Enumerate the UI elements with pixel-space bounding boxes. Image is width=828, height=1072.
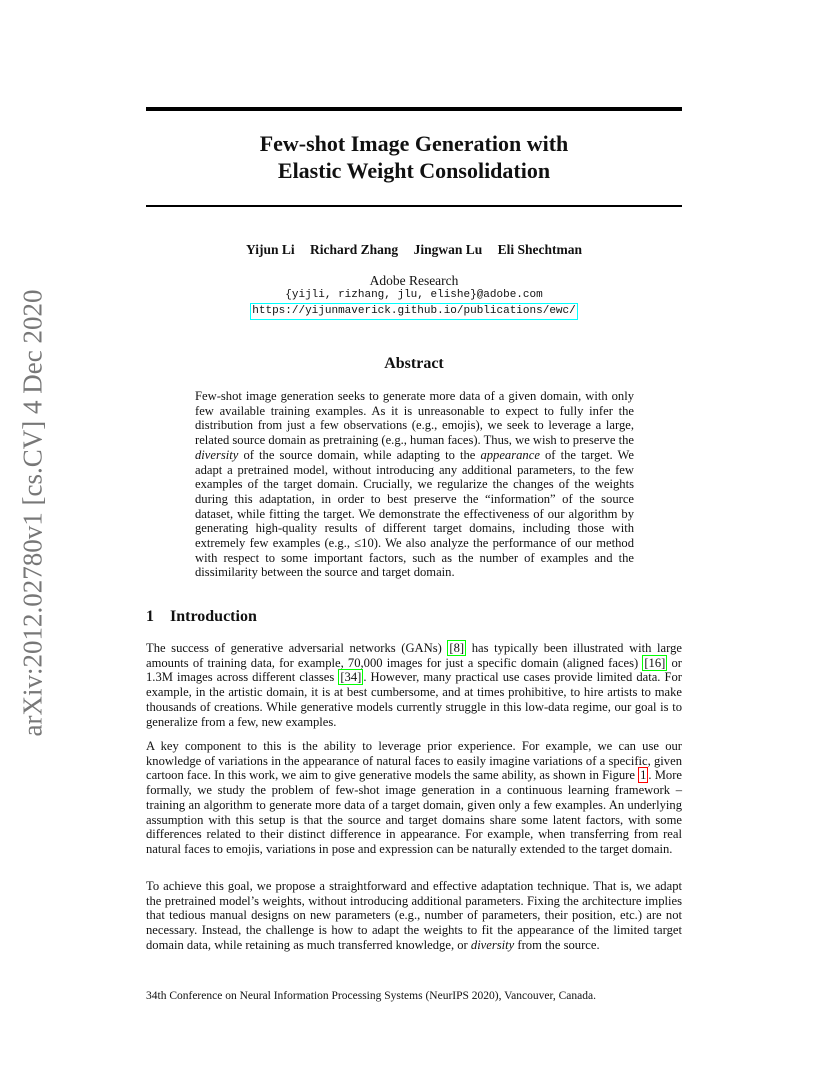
abstract-body: Few-shot image generation seeks to generate more data of a given domain, with only few available training examples. As it is unreasonable to expect to fully infer the distribution from just a few observations (e.g., emojis), we seek to leverage a large, related source domain as pretraining (e.g., human faces). Thus, we wish to preserve the diversity of the source domain, while adapting to the appearance of the target. We adapt a pretrained model, without introducing any additional parameters, to the few examples of the target domain. Crucially, we regularize the changes of the weights during this adaptation, in order to best preserve the “information” of the source dataset, while fitting the target. We demonstrate the effectiveness of our algorithm by generating high-quality results of different target domains, including those with extremely few examples (e.g., ≤10). We also analyze the performance of our method with respect to some important factors, such as the number of examples and the dissimilarity between the source and target domain. [195,389,634,580]
intro-paragraph-1: The success of generative adversarial networks (GANs) [8] has typically been illustrated with large amounts of training data, for example, 70,000 images for just a specific domain (aligned faces) [16] or 1.3M images across different classes [34] . However, many practical use cases provide limited data. For example, in the artistic domain, it is at best cumbersome, and at times prohibitive, to hire artists to make thousands of creations. While generative models currently struggle in this low-data regime, our goal is to generalize from a few, new examples. [146,641,682,729]
section-number: 1 [146,608,154,625]
emphasis: diversity [195,447,239,462]
project-url-link[interactable]: https://yijunmaverick.github.io/publications/ewc/ [250,303,577,320]
arxiv-id: arXiv:2012.02780v1 [cs.CV] 4 Dec 2020 [17,289,48,737]
arxiv-sidebar-stamp [18,288,48,738]
affiliation-block [146,273,682,320]
affiliation: Adobe Research [369,273,459,288]
conference-footnote: 34th Conference on Neural Information Processing Systems (NeurIPS 2020), Vancouver, Canada. [146,990,596,1002]
citation-link[interactable]: [34] [340,670,362,685]
author-list [146,242,682,258]
emphasis: appearance [480,447,540,462]
citation-link[interactable]: [8] [449,641,465,655]
citation-link[interactable]: [16] [644,655,666,670]
title-line-2: Elastic Weight Consolidation [277,158,551,183]
title-top-rule [146,107,682,111]
author-emails: {yijli, rizhang, jlu, elishe}@adobe.com [285,289,543,301]
title-bottom-rule [146,205,682,207]
emphasis: diversity [470,937,515,952]
intro-paragraph-3: To achieve this goal, we propose a straightforward and effective adaptation technique. That is, we adapt the pretrained model’s weights, without introducing additional parameters. Fixing the architecture implies that tedious manual designs on new parameters (e.g., number of parameters, their position, etc.) are not necessary. Instead, the challenge is how to adapt the weights to fit the appearance of the limited target domain data, while retaining as much transferred knowledge, or diversity from the source. [146,879,682,952]
author-name: Richard Zhang [310,242,399,257]
paper-title [146,130,682,184]
author-name: Jingwan Lu [413,242,483,257]
title-line-1: Few-shot Image Generation with [259,131,569,156]
figure-ref-link[interactable]: 1 [640,768,647,783]
section-heading-introduction [146,608,257,626]
intro-paragraph-2: A key component to this is the ability to leverage prior experience. For example, we can use our knowledge of variations in the appearance of natural faces to easily imagine variations of a specific, given cartoon face. In this work, we aim to give generative models the same ability, as shown in Figure 1 . More formally, we study the problem of few-shot image generation in a continuous learning framework – training an algorithm to generate more data of a target domain, given only a few examples. An underlying assumption with this setup is that the source and target domains share some latent factors, with some differences related to their distinct difference in appearance. For example, when transferring from real natural faces to emojis, variations in pose and expression can be naturally extended to the target domain. [146,739,682,856]
author-name: Eli Shechtman [497,242,582,257]
author-name: Yijun Li [246,242,295,257]
section-title: Introduction [170,608,257,625]
abstract-heading: Abstract [384,355,444,372]
